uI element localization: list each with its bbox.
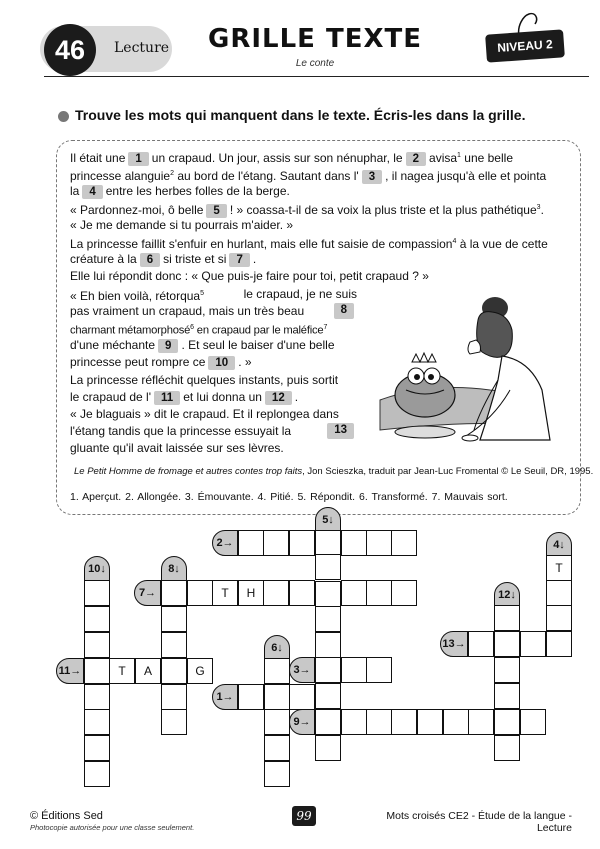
clue-12-tab: 12↓ bbox=[494, 582, 520, 608]
story-line: la 4 entre les herbes folles de la berge. bbox=[70, 184, 290, 198]
grid-cell[interactable] bbox=[289, 684, 315, 710]
princess-frog-illustration bbox=[370, 290, 570, 450]
clue-1-tab: 1→ bbox=[212, 684, 238, 710]
publisher: © Éditions Sed bbox=[30, 810, 103, 822]
page-title: GRILLE TEXTE bbox=[207, 24, 423, 54]
blank-number: 9 bbox=[158, 339, 178, 353]
grid-cell[interactable] bbox=[84, 761, 110, 787]
clue-11-tab: 11→ bbox=[56, 658, 84, 684]
grid-cell[interactable] bbox=[238, 530, 264, 556]
grid-cell[interactable] bbox=[315, 683, 341, 709]
grid-cell[interactable] bbox=[520, 709, 546, 735]
grid-cell[interactable] bbox=[341, 580, 367, 606]
grid-cell[interactable] bbox=[315, 606, 341, 632]
story-line: le crapaud de l' 11 et lui donna un 12 . bbox=[70, 390, 299, 404]
grid-cell[interactable] bbox=[494, 735, 520, 761]
clue-4-tab: 4↓ bbox=[546, 532, 572, 558]
story-line: « Je blaguais » dit le crapaud. Et il replongea dans bbox=[70, 407, 339, 421]
grid-cell[interactable] bbox=[161, 606, 187, 632]
clue-13-tab: 13→ bbox=[440, 631, 468, 657]
grid-cell[interactable] bbox=[161, 580, 187, 606]
grid-cell[interactable]: H bbox=[238, 580, 264, 606]
grid-cell[interactable] bbox=[494, 709, 520, 735]
story-line: charmant métamorphosé$^6$ en crapaud par le maléfice$^7$ bbox=[70, 324, 328, 337]
story-line: d'une méchante 9 . Et seul le baiser d'une belle bbox=[70, 338, 335, 352]
story-line: pas vraiment un crapaud, mais un très beau 8 bbox=[70, 303, 357, 319]
grid-cell[interactable] bbox=[546, 631, 572, 657]
grid-cell[interactable]: T bbox=[212, 580, 238, 606]
level-badge: NIVEAU 2 bbox=[485, 29, 565, 62]
grid-cell[interactable] bbox=[263, 530, 289, 556]
grid-cell[interactable] bbox=[443, 709, 469, 735]
grid-cell[interactable] bbox=[264, 709, 290, 735]
blank-number: 2 bbox=[406, 152, 426, 166]
grid-cell[interactable] bbox=[417, 709, 443, 735]
grid-cell[interactable] bbox=[264, 684, 290, 710]
word-definitions: 1. Aperçut. 2. Allongée. 3. Émouvante. 4. Pitié. 5. Répondit. 6. Transformé. 7. Mauvais sort. bbox=[70, 491, 508, 503]
clue-8-tab: 8↓ bbox=[161, 556, 187, 582]
story-line: La princesse réfléchit quelques instants, puis sortit bbox=[70, 373, 339, 387]
blank-number: 4 bbox=[82, 185, 102, 199]
grid-cell[interactable] bbox=[84, 606, 110, 632]
grid-cell[interactable] bbox=[84, 658, 110, 684]
grid-cell[interactable] bbox=[546, 605, 572, 631]
grid-cell[interactable] bbox=[341, 709, 367, 735]
grid-cell[interactable] bbox=[391, 580, 417, 606]
grid-cell[interactable]: A bbox=[135, 658, 161, 684]
grid-cell[interactable] bbox=[161, 658, 187, 684]
blank-number: 3 bbox=[362, 170, 382, 184]
blank-number: 1 bbox=[128, 152, 148, 166]
clue-7-tab: 7→ bbox=[134, 580, 161, 606]
grid-cell[interactable]: T bbox=[109, 658, 135, 684]
grid-cell[interactable] bbox=[84, 580, 110, 606]
grid-cell[interactable] bbox=[315, 709, 341, 735]
clue-10-tab: 10↓ bbox=[84, 556, 110, 582]
exercise-number: 46 bbox=[44, 24, 96, 76]
grid-cell[interactable] bbox=[264, 761, 290, 787]
story-line: Il était une 1 un crapaud. Un jour, assis sur son nénuphar, le 2 avisa$^1$ une belle bbox=[70, 151, 513, 165]
grid-cell[interactable] bbox=[341, 530, 367, 556]
section-label: Lecture bbox=[114, 40, 170, 56]
grid-cell[interactable] bbox=[391, 530, 417, 556]
grid-cell[interactable] bbox=[494, 605, 520, 631]
photocopy-note: Photocopie autorisée pour une classe seulement. bbox=[30, 823, 195, 832]
source-credit: Le Petit Homme de fromage et autres contes trop faits, Jon Scieszka, traduit par Jean-Luc Fromental © Le Seuil, DR, 1995. bbox=[74, 466, 594, 477]
story-line: l'étang tandis que la princesse essuyait la 13 bbox=[70, 423, 357, 439]
blank-number: 13 bbox=[327, 423, 354, 439]
story-line: gluante qu'il avait laissée sur ses lèvres. bbox=[70, 441, 284, 455]
clue-9-tab: 9→ bbox=[289, 709, 315, 735]
grid-cell[interactable] bbox=[289, 580, 315, 606]
grid-cell[interactable] bbox=[546, 580, 572, 606]
clue-3-tab: 3→ bbox=[289, 657, 315, 683]
blank-number: 11 bbox=[154, 391, 180, 405]
clue-6-tab: 6↓ bbox=[264, 635, 290, 661]
grid-cell[interactable] bbox=[161, 709, 187, 735]
story-line: princesse alanguie$^2$ au bord de l'étang. Sautant dans l' 3 , il nagea jusqu'à elle et pointa bbox=[70, 169, 547, 183]
bullet-icon bbox=[58, 111, 69, 122]
blank-number: 6 bbox=[140, 253, 160, 267]
grid-cell[interactable] bbox=[264, 735, 290, 761]
story-line: Elle lui répondit donc : « Que puis-je faire pour toi, petit crapaud ? » bbox=[70, 269, 429, 283]
grid-cell[interactable] bbox=[84, 632, 110, 658]
blank-number: 12 bbox=[265, 391, 292, 405]
page-subtitle: Le conte bbox=[295, 58, 335, 69]
grid-cell[interactable] bbox=[315, 657, 341, 683]
grid-cell[interactable] bbox=[494, 657, 520, 683]
grid-cell[interactable]: G bbox=[187, 658, 213, 684]
grid-cell[interactable] bbox=[494, 683, 520, 709]
grid-cell[interactable] bbox=[315, 530, 341, 556]
grid-cell[interactable] bbox=[264, 658, 290, 684]
story-line: « Je me demande si tu pourrais m'aider. » bbox=[70, 218, 294, 232]
blank-number: 5 bbox=[206, 204, 226, 218]
grid-cell[interactable] bbox=[187, 580, 213, 606]
grid-cell[interactable] bbox=[161, 684, 187, 710]
grid-cell[interactable] bbox=[315, 554, 341, 580]
story-line: « Eh bien voilà, rétorqua$^5$ le crapaud, je ne suis bbox=[70, 287, 357, 303]
grid-cell[interactable] bbox=[315, 632, 341, 658]
story-line: créature à la 6 si triste et si 7 . bbox=[70, 252, 257, 266]
clue-2-tab: 2→ bbox=[212, 530, 238, 556]
grid-cell[interactable] bbox=[391, 709, 417, 735]
grid-cell[interactable] bbox=[366, 530, 392, 556]
series-title: Mots croisés CE2 - Étude de la langue - Lecture bbox=[386, 810, 572, 834]
grid-cell[interactable] bbox=[494, 631, 520, 657]
grid-cell[interactable] bbox=[341, 657, 367, 683]
grid-cell[interactable] bbox=[84, 735, 110, 761]
grid-cell[interactable] bbox=[468, 631, 494, 657]
grid-cell[interactable] bbox=[84, 709, 110, 735]
header-rule bbox=[44, 76, 589, 77]
grid-cell[interactable] bbox=[263, 580, 289, 606]
grid-cell[interactable] bbox=[520, 631, 546, 657]
blank-number: 10 bbox=[208, 356, 235, 370]
grid-cell[interactable] bbox=[315, 735, 341, 761]
story-line: La princesse faillit s'enfuir en hurlant, mais elle fut saisie de compassion$^4$ à la vue de cette bbox=[70, 237, 548, 251]
grid-cell[interactable]: T bbox=[546, 555, 572, 581]
grid-cell[interactable] bbox=[366, 709, 392, 735]
grid-cell[interactable] bbox=[366, 657, 392, 683]
grid-cell[interactable] bbox=[84, 684, 110, 710]
blank-number: 7 bbox=[229, 253, 249, 267]
grid-cell[interactable] bbox=[161, 632, 187, 658]
page-number: 99 bbox=[292, 806, 316, 826]
grid-cell[interactable] bbox=[366, 580, 392, 606]
story-line: « Pardonnez-moi, ô belle 5 ! » coassa-t-il de sa voix la plus triste et la plus pathétique$^3$. bbox=[70, 203, 544, 217]
grid-cell[interactable] bbox=[289, 530, 315, 556]
blank-number: 8 bbox=[334, 303, 354, 319]
story-line: princesse peut rompre ce 10 . » bbox=[70, 355, 252, 369]
grid-cell[interactable] bbox=[238, 684, 264, 710]
grid-cell[interactable] bbox=[468, 709, 494, 735]
instruction: Trouve les mots qui manquent dans le texte. Écris-les dans la grille. bbox=[75, 107, 526, 123]
grid-cell[interactable] bbox=[315, 581, 341, 607]
clue-5-tab: 5↓ bbox=[315, 507, 341, 533]
